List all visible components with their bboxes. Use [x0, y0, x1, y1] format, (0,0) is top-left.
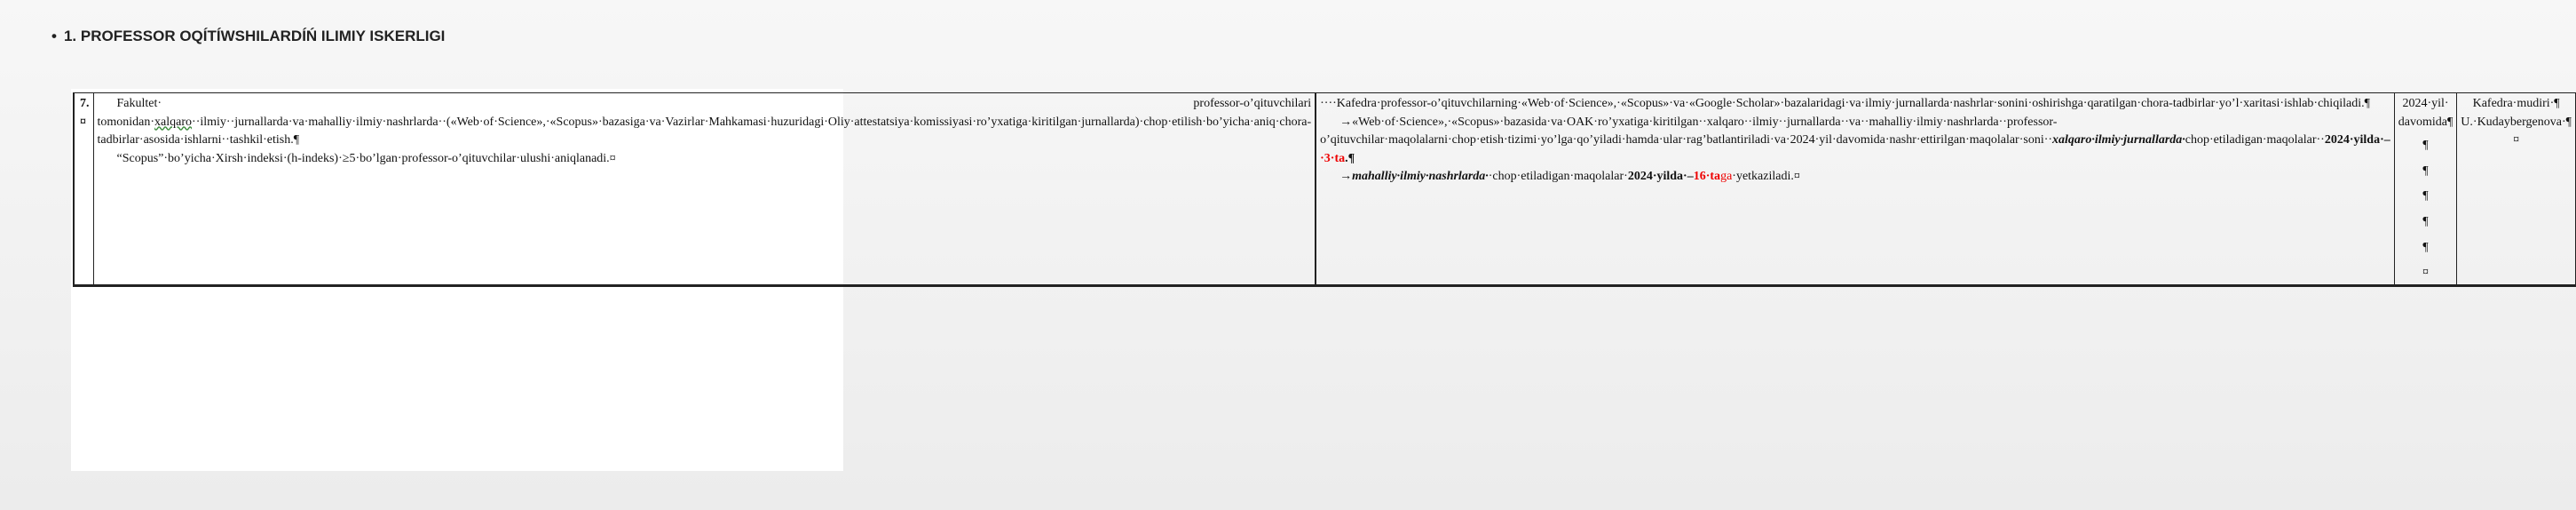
responsible-title: Kafedra·mudiri·¶ — [2472, 97, 2560, 110]
paragraph-mark: ¶ — [2422, 240, 2429, 254]
action-bold-italic: xalqaro·ilmiy·jurnallarda· — [2052, 133, 2185, 147]
action-end-2: ·yetkaziladi.¤ — [1732, 170, 1800, 184]
task-text-a: Fakultet· professor-o’qituvchilari tomonidan· — [97, 97, 1312, 129]
row-number: 7.¤ — [74, 93, 93, 285]
action-count-international: ·3·ta — [1320, 151, 1346, 165]
cell-end-mark: ¤ — [2422, 266, 2430, 280]
action-bold-year-2: 2024·yilda·– — [1627, 170, 1694, 184]
action-count-suffix: ga — [1720, 170, 1733, 184]
action-count-local: 16·ta — [1693, 170, 1721, 184]
paragraph-mark: ¶ — [2422, 189, 2429, 203]
deadline-cell — [2394, 93, 2457, 285]
slide-title-text: 1. PROFESSOR OQÍTÍWSHILARDÍŃ ILIMIY ISKERLIGI — [63, 28, 446, 44]
border-cell — [1316, 285, 2394, 287]
cell-end-mark: ¤ — [2513, 133, 2520, 147]
task-paragraph-1 — [98, 95, 1312, 150]
action-paragraph-2 — [1320, 114, 2390, 169]
bullet: • — [51, 28, 57, 44]
task-text-b: ··ilmiy··jurnallarda·va·mahalliy·ilmiy·nashrlarda··(«Web·of·Science»,·«Scopus»·bazasiga·va·Vazirlar·Mahkamasi·huzuridagi·Oliy·attestatsiya·komissiyasi·ro’yxatiga·kiritilgan·jurnallarda)·chop·etilish·bo’yicha·aniq·chora-tadbirlar·asosida·ishlarni··tashkil·etish.¶ — [97, 115, 1312, 147]
border-cell — [93, 285, 1316, 287]
action-paragraph-3 — [1320, 168, 2390, 187]
task-underlined-word: xalqaro — [154, 115, 193, 129]
border-cell — [2457, 285, 2576, 287]
action-bold-italic-2: →mahalliy·ilmiy·nashrlarda· — [1339, 170, 1489, 184]
deadline-line-1: 2024·yil· — [2402, 97, 2449, 110]
plan-table — [73, 92, 2576, 287]
slide-title — [51, 28, 445, 45]
action-bold-year: 2024·yilda·– — [2324, 133, 2390, 147]
deadline-line-2: davomida¶ — [2398, 115, 2454, 129]
document-image — [71, 89, 2572, 471]
paragraph-mark: ¶ — [2422, 214, 2429, 228]
table-bottom-border — [74, 285, 2575, 287]
action-end: .¶ — [1345, 151, 1355, 165]
responsible-cell — [2457, 93, 2576, 285]
action-paragraph-1: ····Kafedra·professor-o’qituvchilarning·«Web·of·Science»,·«Scopus»·va·«Google·Scholar»·bazalaridagi·va·ilmiy·jurnallarda·nashrlar·sonini·oshirishga·qaratilgan·chora-tadbirlar·yo’l·xaritasi·ishlab·chiqiladi.¶ — [1320, 97, 2370, 110]
paragraph-mark: ¶ — [2422, 139, 2429, 153]
task-paragraph-2: “Scopus”·bo’yicha·Xirsh·indeksi·(h-indeks)·≥5·bo’lgan·professor-o’qituvchilar·ulushi·aniqlanadi.¤ — [116, 151, 616, 165]
action-text-a: →«Web·of·Science»,·«Scopus»·bazasida·va·OAK·ro’yxatiga·kiritilgan··xalqaro··ilmiy··jurnallarda··va··mahalliy·ilmiy·nashrlarda··professor-o’qituvchilar·maqolalarni·chop·etish·tizimi·yo’lga·qo’yiladi·hamda·ular·rag’batlantiriladi·va·2024·yil·davomida·nashr·ettirilgan·maqolalar·soni·· — [1320, 115, 2058, 147]
responsible-name: U.·Kudaybergenova·¶ — [2461, 115, 2572, 129]
action-text-c: ·chop·etiladigan·maqolalar· — [1488, 170, 1628, 184]
action-description-cell — [1316, 93, 2394, 285]
task-description-cell — [93, 93, 1316, 285]
action-text-b: chop·etiladigan·maqolalar·· — [2185, 133, 2325, 147]
border-cell — [2394, 285, 2457, 287]
table-row — [74, 93, 2575, 285]
paragraph-mark: ¶ — [2422, 163, 2429, 178]
border-cell — [74, 285, 93, 287]
